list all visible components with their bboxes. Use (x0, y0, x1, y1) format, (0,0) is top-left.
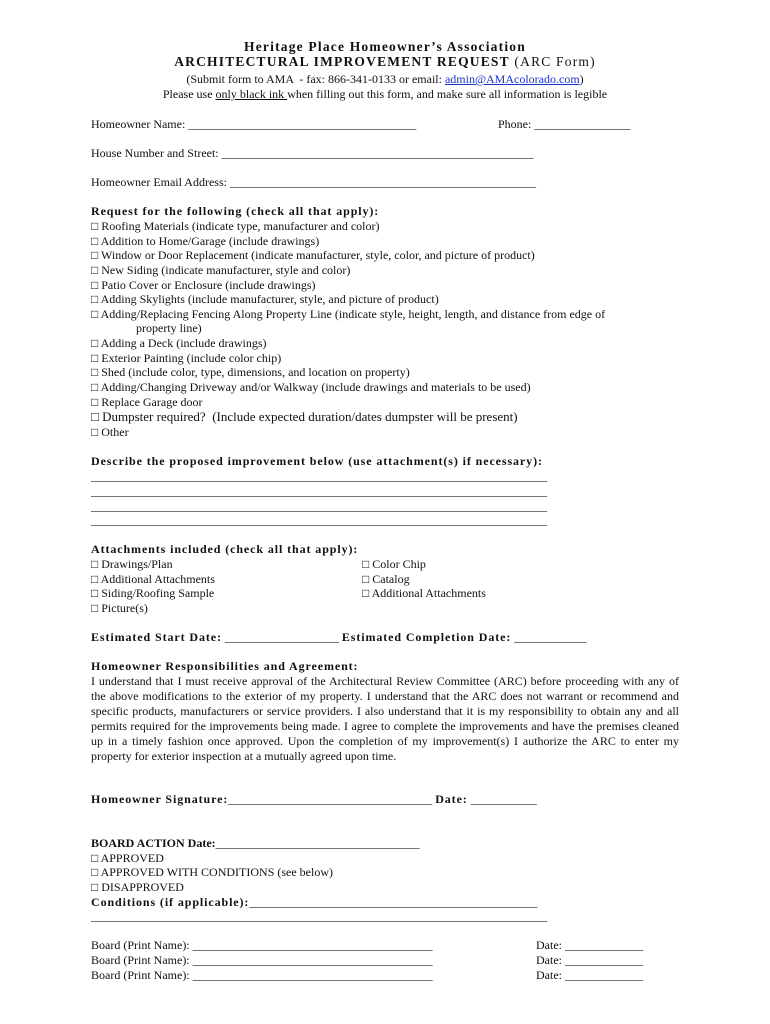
request-item-driveway[interactable]: □ Adding/Changing Driveway and/or Walkway (include drawings and materials to be used) (91, 380, 531, 394)
completion-date-label: Estimated Completion Date: (341, 630, 512, 644)
completion-date-field[interactable]: ____________ (514, 630, 587, 644)
attachment-additional-right[interactable]: □ Additional Attachments (362, 586, 486, 600)
describe-line[interactable]: ____________________________________________________________________________ (91, 513, 547, 527)
board-print-name-field[interactable]: Board (Print Name): ________________________________________ (91, 968, 433, 982)
describe-line[interactable]: ____________________________________________________________________________ (91, 499, 547, 513)
phone-field[interactable]: Phone: ________________ (498, 117, 631, 131)
attachment-pictures[interactable]: □ Picture(s) (91, 601, 148, 615)
board-option-approved[interactable]: □ APPROVED (91, 851, 164, 865)
attachments-heading: Attachments included (check all that apply): (91, 542, 359, 556)
request-item-dumpster[interactable]: □ Dumpster required? (Include expected duration/dates dumpster will be present) (91, 409, 518, 424)
attachment-additional-left[interactable]: □ Additional Attachments (91, 572, 215, 586)
request-item-fencing-cont: property line) (136, 321, 202, 335)
signature-date-label: Date: (435, 792, 468, 806)
email-link[interactable]: admin@AMAcolorado.com (444, 72, 580, 86)
association-name: Heritage Place Homeowner’s Association (244, 39, 526, 54)
request-item-window-door[interactable]: □ Window or Door Replacement (indicate manufacturer, style, color, and picture of product) (91, 248, 535, 262)
form-title (0, 54, 770, 69)
board-action-row (91, 836, 420, 851)
board-action-label: BOARD ACTION Date: (91, 836, 216, 850)
homeowner-name-field[interactable]: Homeowner Name: ______________________________________ (91, 117, 417, 131)
submit-suffix: ) (579, 72, 584, 86)
request-item-patio[interactable]: □ Patio Cover or Enclosure (include drawings) (91, 278, 316, 292)
ink-instructions (0, 87, 770, 102)
request-item-siding[interactable]: □ New Siding (indicate manufacturer, style and color) (91, 263, 351, 277)
request-item-skylights[interactable]: □ Adding Skylights (include manufacturer, style, and picture of product) (91, 292, 439, 306)
board-option-disapproved[interactable]: □ DISAPPROVED (91, 880, 184, 894)
conditions-field[interactable]: ________________________________________________ (249, 895, 538, 909)
board-print-name-field[interactable]: Board (Print Name): ________________________________________ (91, 953, 433, 967)
agreement-text: I understand that I must receive approval of the Architectural Review Committee (ARC) before proceeding with any of the above modifications to the exterior of my property. I understand that the ARC does not warrant or recommend and specific products, manufacturers or service providers. I also understand that it is my responsibility to obtain any and all permits required for the improvements being made. I agree to complete the improvements and have the premises cleaned up in a timely fashion once approved. Upon the completion of my improvement(s) I authorize the ARC to enter my property for exterior inspection at a mutually agreed upon time. (91, 674, 679, 763)
board-print-date-field[interactable]: Date: _____________ (536, 938, 643, 952)
request-heading: Request for the following (check all that apply): (91, 204, 380, 218)
board-print-name-field[interactable]: Board (Print Name): ________________________________________ (91, 938, 433, 952)
describe-heading: Describe the proposed improvement below (use attachment(s) if necessary): (91, 454, 543, 468)
signature-field[interactable]: __________________________________ (228, 792, 433, 806)
attachment-siding-sample[interactable]: □ Siding/Roofing Sample (91, 586, 215, 600)
request-item-fencing[interactable]: □ Adding/Replacing Fencing Along Property Line (indicate style, height, length, and distance from edge of (91, 307, 606, 321)
submit-prefix: (Submit form to AMA - fax: 866-341-0133 or email: (186, 72, 445, 86)
board-print-date-field[interactable]: Date: _____________ (536, 953, 643, 967)
signature-label: Homeowner Signature: (91, 792, 229, 806)
attachment-catalog[interactable]: □ Catalog (362, 572, 410, 586)
board-action-date-field[interactable]: __________________________________ (215, 836, 420, 850)
request-item-other[interactable]: □ Other (91, 425, 129, 439)
house-street-field[interactable]: House Number and Street: ____________________________________________________ (91, 146, 534, 160)
board-option-approved-conditions[interactable]: □ APPROVED WITH CONDITIONS (see below) (91, 865, 334, 879)
request-item-addition[interactable]: □ Addition to Home/Garage (include drawings) (91, 234, 320, 248)
board-print-date-field[interactable]: Date: _____________ (536, 968, 643, 982)
conditions-label: Conditions (if applicable): (91, 895, 250, 909)
form-title-suffix: (ARC Form) (514, 54, 596, 69)
estimated-dates (91, 630, 586, 645)
signature-date-field[interactable]: ___________ (470, 792, 537, 806)
attachment-drawings[interactable]: □ Drawings/Plan (91, 557, 173, 571)
agreement-heading: Homeowner Responsibilities and Agreement: (91, 659, 359, 673)
start-date-label: Estimated Start Date: (91, 630, 222, 644)
ink-prefix: Please use (162, 87, 216, 101)
submit-instructions (0, 72, 770, 87)
attachment-color-chip[interactable]: □ Color Chip (362, 557, 426, 571)
request-item-roofing[interactable]: □ Roofing Materials (indicate type, manufacturer and color) (91, 219, 380, 233)
request-item-shed[interactable]: □ Shed (include color, type, dimensions, and location on property) (91, 365, 410, 379)
email-field[interactable]: Homeowner Email Address: ___________________________________________________ (91, 175, 536, 189)
conditions-line-2[interactable]: ____________________________________________________________________________ (91, 909, 547, 923)
conditions-row (91, 895, 673, 910)
request-item-painting[interactable]: □ Exterior Painting (include color chip) (91, 351, 282, 365)
signature-row (91, 792, 537, 807)
describe-line[interactable]: ____________________________________________________________________________ (91, 469, 547, 483)
ink-suffix: when filling out this form, and make sure all information is legible (287, 87, 608, 101)
ink-underlined: only black ink (215, 87, 288, 101)
request-item-deck[interactable]: □ Adding a Deck (include drawings) (91, 336, 267, 350)
request-item-garage-door[interactable]: □ Replace Garage door (91, 395, 203, 409)
form-title-main: ARCHITECTURAL IMPROVEMENT REQUEST (174, 54, 510, 69)
start-date-field[interactable]: ___________________ (224, 630, 339, 644)
describe-line[interactable]: ____________________________________________________________________________ (91, 484, 547, 498)
